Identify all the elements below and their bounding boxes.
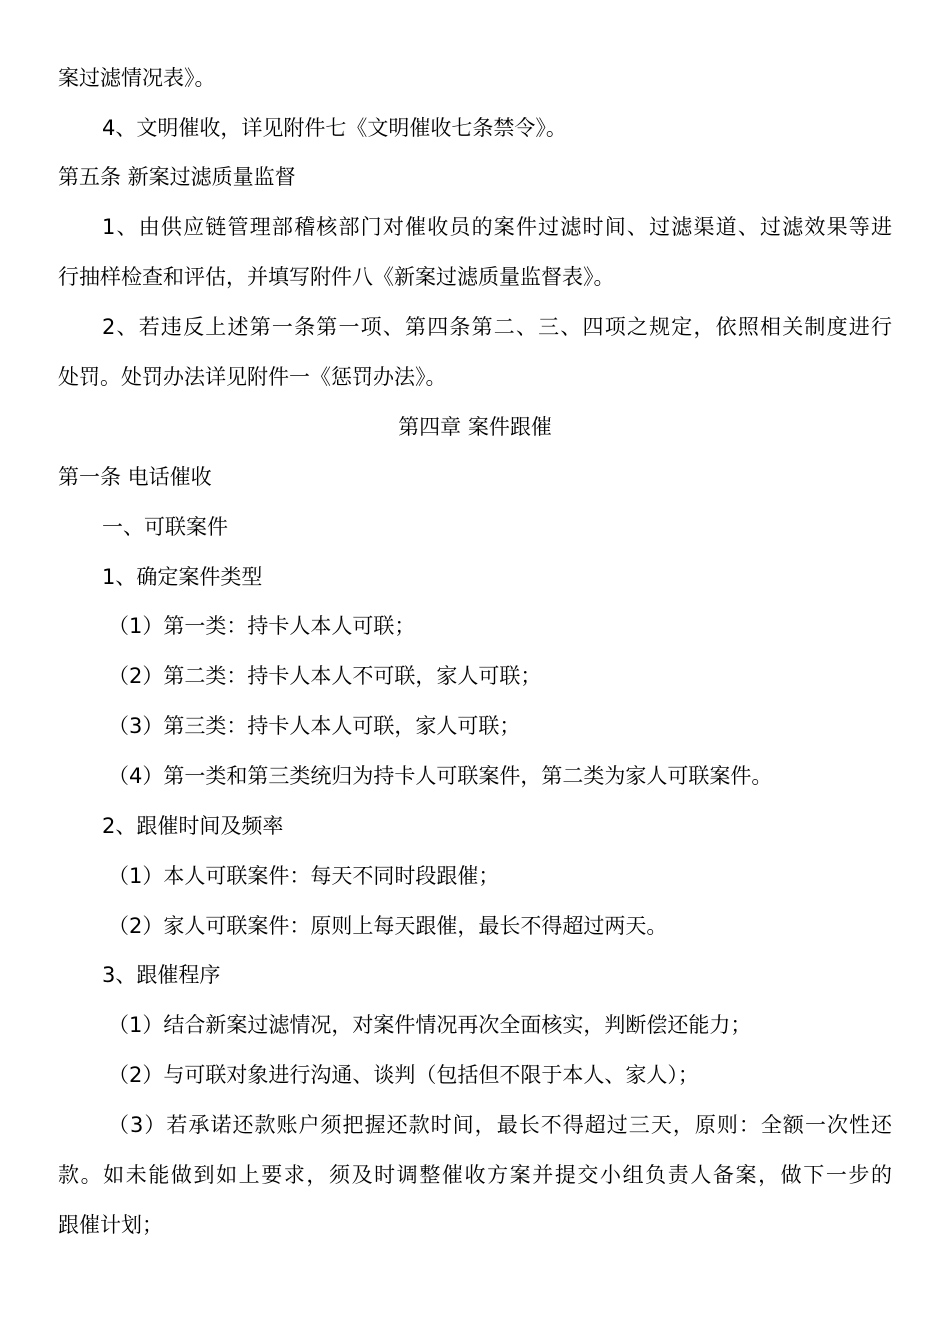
list-item: （2）与可联对象进行沟通、谈判（包括但不限于本人、家人）； [108,1063,699,1087]
list-item: （3）若承诺还款账户须把握还款时间，最长不得超过三天，原则：全额一次性还 [108,1113,892,1137]
text-line: 2、若违反上述第一条第一项、第四条第二、三、四项之规定，依照相关制度进行 [102,315,892,339]
section-heading: 第一条 电话催收 [58,465,212,489]
list-item: （1）结合新案过滤情况，对案件情况再次全面核实，判断偿还能力； [108,1013,752,1037]
list-item: （2）家人可联案件：原则上每天跟催，最长不得超过两天。 [108,914,668,938]
text-line: 跟催计划； [58,1213,163,1237]
list-item: （1）第一类：持卡人本人可联； [108,614,416,638]
section-heading: 第五条 新案过滤质量监督 [58,165,296,189]
list-item: （4）第一类和第三类统归为持卡人可联案件，第二类为家人可联案件。 [108,764,773,788]
item-heading: 1、确定案件类型 [102,565,263,589]
text-line: 4、文明催收，详见附件七《文明催收七条禁令》。 [102,116,567,140]
list-item: （1）本人可联案件：每天不同时段跟催； [108,864,500,888]
list-item: （3）第三类：持卡人本人可联，家人可联； [108,714,521,738]
chapter-title: 第四章 案件跟催 [398,415,552,439]
item-heading: 3、跟催程序 [102,963,221,987]
list-item: （2）第二类：持卡人本人不可联，家人可联； [108,664,542,688]
text-line: 1、由供应链管理部稽核部门对催收员的案件过滤时间、过滤渠道、过滤效果等进 [102,215,892,239]
text-line: 款。如未能做到如上要求，须及时调整催收方案并提交小组负责人备案，做下一步的 [58,1163,892,1187]
subsection-heading: 一、可联案件 [102,515,228,539]
text-line: 案过滤情况表》。 [58,66,216,90]
text-line: 处罚。处罚办法详见附件一《惩罚办法》。 [58,365,447,389]
item-heading: 2、跟催时间及频率 [102,814,284,838]
text-line: 行抽样检查和评估，并填写附件八《新案过滤质量监督表》。 [58,265,615,289]
